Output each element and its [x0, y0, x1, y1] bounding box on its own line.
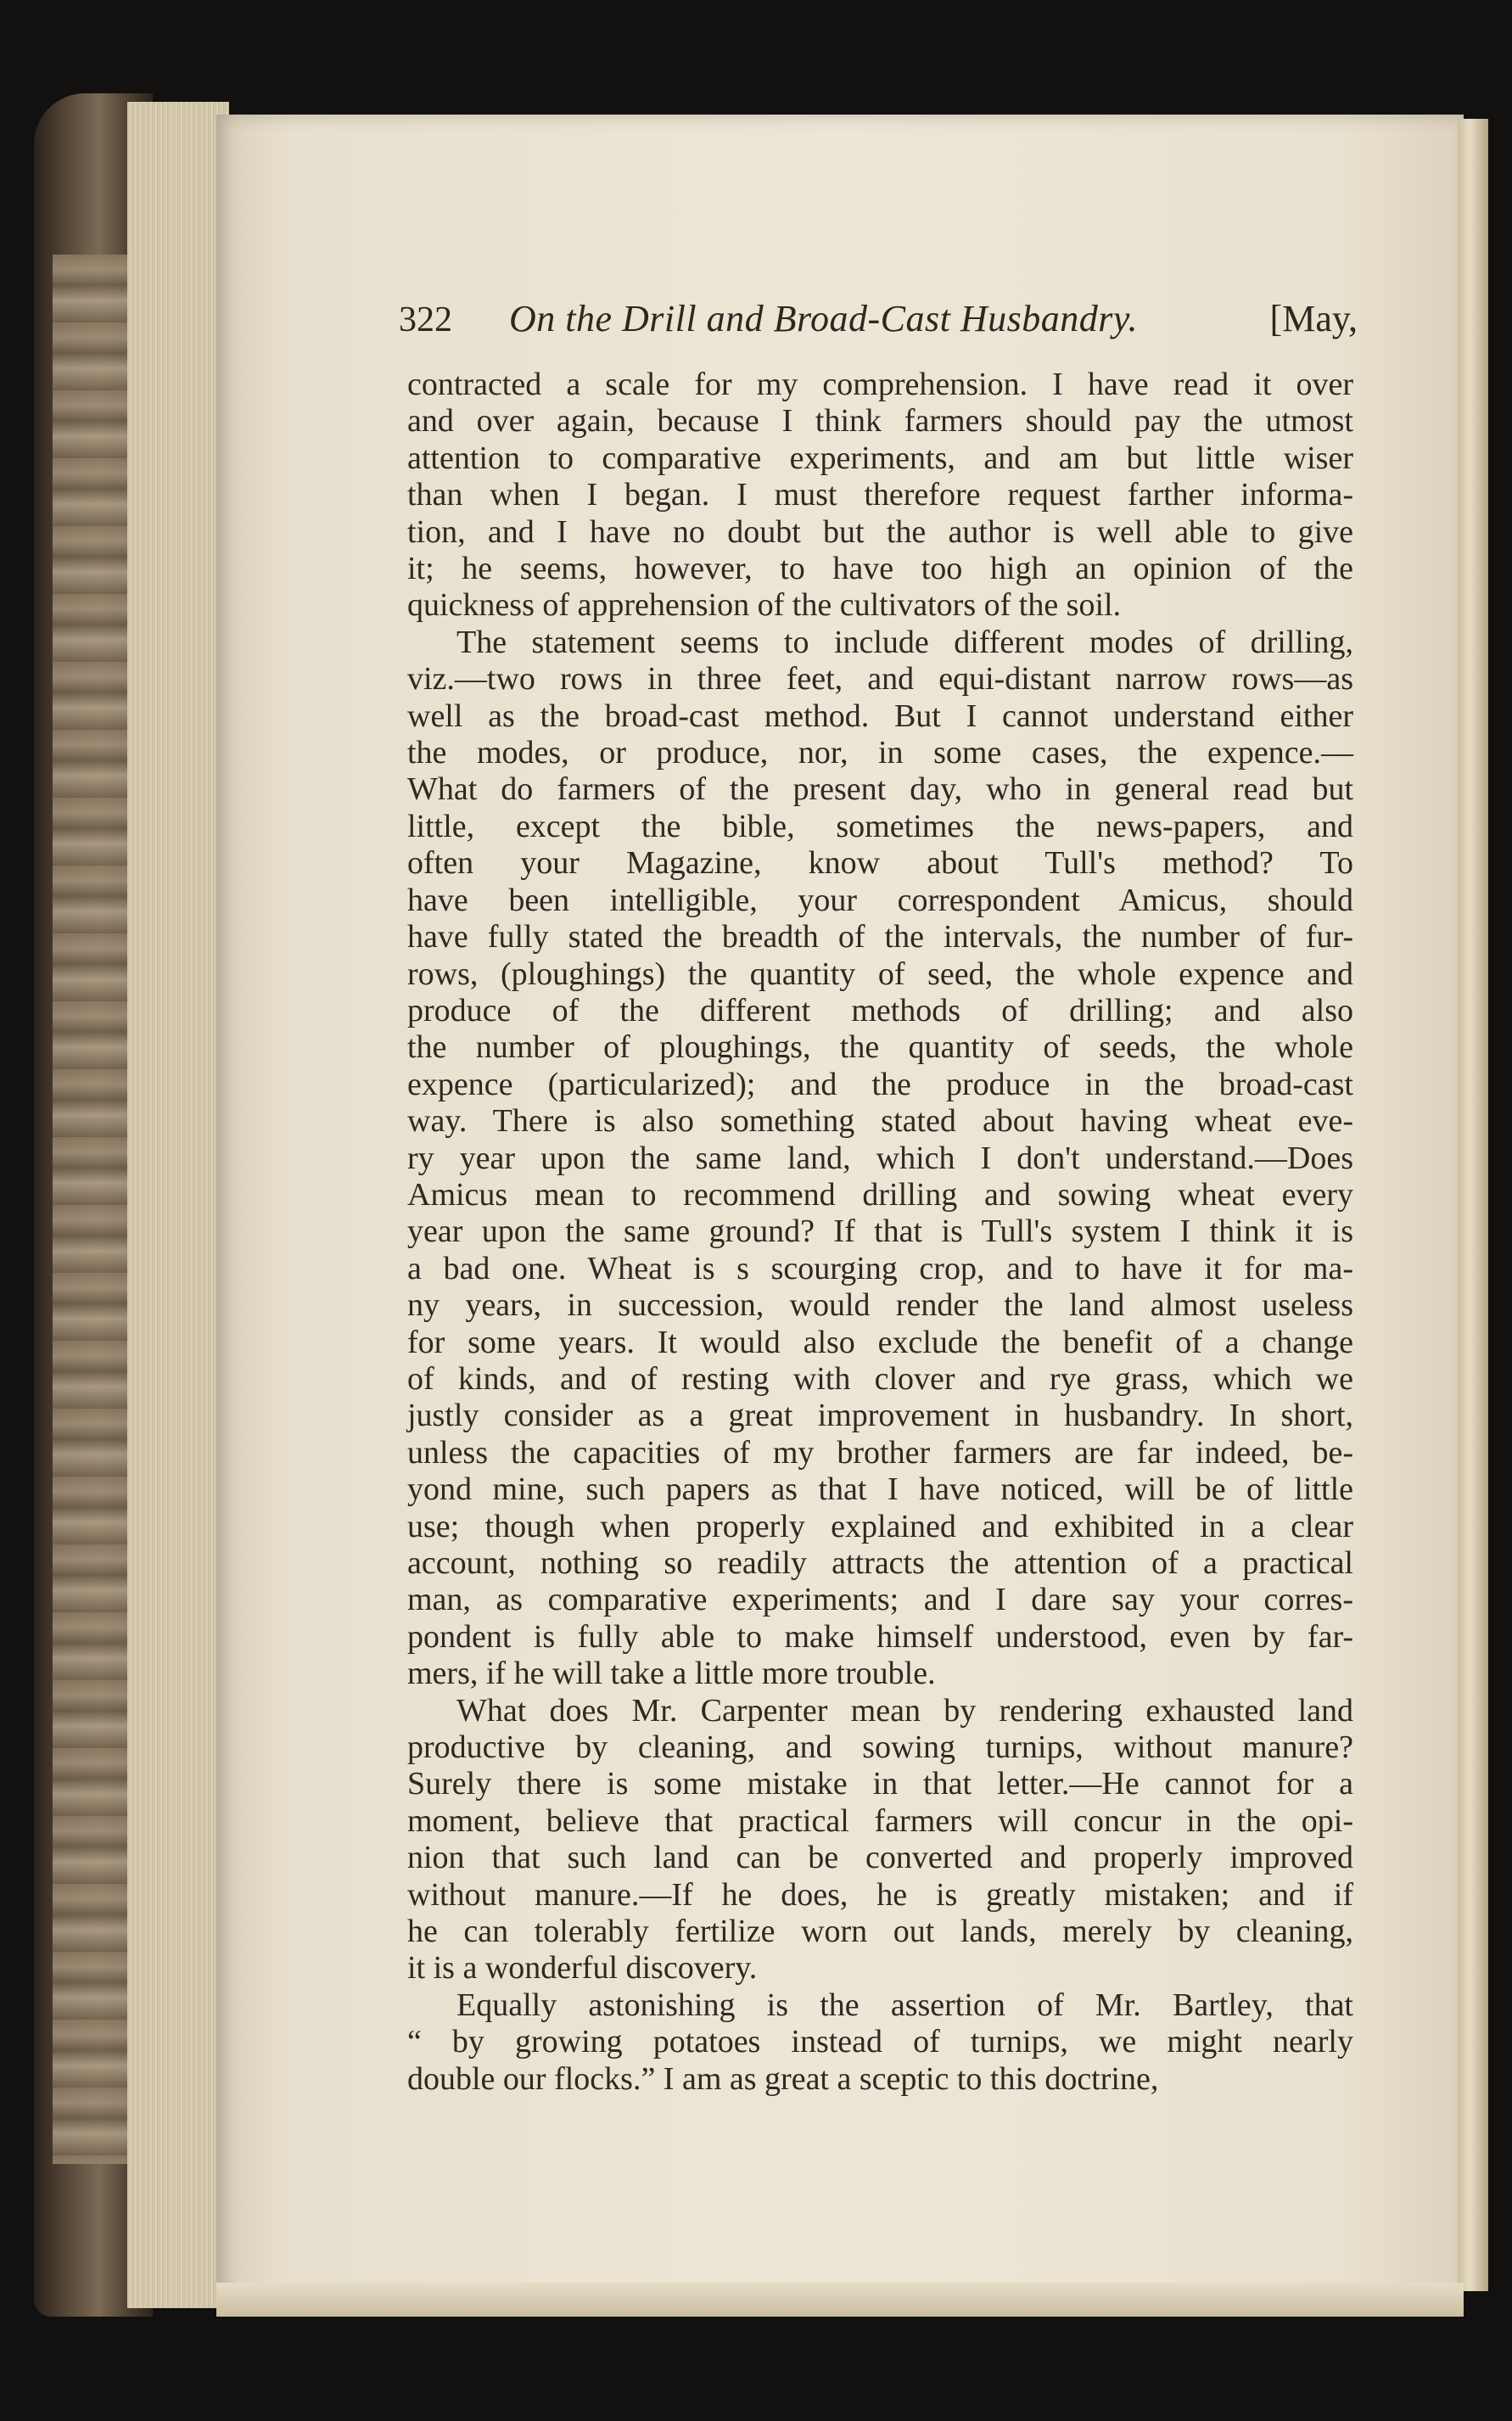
text-line: productive by cleaning, and sowing turnips, without manure?	[407, 1729, 1353, 1766]
text-line: than when I began. I must therefore request farther informa-	[407, 477, 1353, 513]
text-line: yond mine, such papers as that I have noticed, will be of little	[407, 1471, 1353, 1508]
text-line: What does Mr. Carpenter mean by rendering exhausted land	[456, 1692, 1353, 1729]
text-line: ry year upon the same land, which I don't understand.—Does	[407, 1140, 1353, 1176]
text-line: the modes, or produce, nor, in some cases, the expence.—	[407, 735, 1353, 771]
page-bottom-edge	[216, 2283, 1464, 2317]
text-line: Amicus mean to recommend drilling and sowing wheat every	[407, 1176, 1353, 1213]
text-line: for some years. It would also exclude the benefit of a change	[407, 1324, 1353, 1360]
text-line: What do farmers of the present day, who in general read but	[407, 771, 1353, 808]
text-line: a bad one. Wheat is s scourging crop, and to have it for ma-	[407, 1250, 1353, 1286]
text-line: little, except the bible, sometimes the news-papers, and	[407, 808, 1353, 844]
text-line: Equally astonishing is the assertion of Mr. Bartley, that	[456, 1987, 1353, 2023]
text-line: attention to comparative experiments, and am but little wiser	[407, 440, 1353, 476]
paragraph	[407, 367, 1353, 625]
text-line: justly consider as a great improvement in husbandry. In short,	[407, 1398, 1353, 1434]
text-line: year upon the same ground? If that is Tull's system I think it is	[407, 1213, 1353, 1250]
text-line: moment, believe that practical farmers will concur in the opi-	[407, 1802, 1353, 1839]
paragraph	[407, 1693, 1353, 1987]
text-line: “ by growing potatoes instead of turnips, we might nearly	[407, 2024, 1353, 2060]
page-stack	[127, 102, 229, 2308]
text-line: rows, (ploughings) the quantity of seed, the whole expence and	[407, 956, 1353, 992]
text-line: double our flocks.” I am as great a sceptic to this doctrine,	[407, 2060, 1159, 2097]
text-line: he can tolerably fertilize worn out lands, merely by cleaning,	[407, 1914, 1353, 1950]
body-text	[407, 367, 1353, 2098]
text-line: of kinds, and of resting with clover and rye grass, which we	[407, 1360, 1353, 1397]
running-head: On the Drill and Broad-Cast Husbandry.	[509, 298, 1138, 339]
text-line: expence (particularized); and the produce in the broad-cast	[407, 1066, 1353, 1102]
page-number: 322	[399, 300, 452, 339]
text-line: account, nothing so readily attracts the attention of a practical	[407, 1545, 1353, 1581]
text-line: it is a wonderful discovery.	[407, 1950, 758, 1987]
text-line: it; he seems, however, to have too high an opinion of the	[407, 551, 1353, 587]
page-right-edge	[1458, 119, 1488, 2291]
marbled-page-edge	[53, 255, 129, 2164]
text-line: ny years, in succession, would render the land almost useless	[407, 1287, 1353, 1324]
text-line: viz.—two rows in three feet, and equi-distant narrow rows—as	[407, 661, 1353, 698]
text-line: without manure.—If he does, he is greatly mistaken; and if	[407, 1876, 1353, 1913]
text-line: contracted a scale for my comprehension. I have read it over	[407, 367, 1353, 402]
text-line: often your Magazine, know about Tull's method? To	[407, 845, 1353, 882]
text-line: mers, if he will take a little more trouble.	[407, 1656, 936, 1692]
text-line: nion that such land can be converted and properly improved	[407, 1840, 1353, 1876]
paragraph	[407, 1987, 1353, 2098]
page-header	[399, 297, 1358, 348]
text-line: and over again, because I think farmers should pay the utmost	[407, 403, 1353, 440]
text-line: quickness of apprehension of the cultivators of the soil.	[407, 587, 1122, 624]
text-line: pondent is fully able to make himself understood, even by far-	[407, 1618, 1353, 1655]
text-line: tion, and I have no doubt but the author is well able to give	[407, 513, 1353, 550]
text-line: Surely there is some mistake in that letter.—He cannot for a	[407, 1766, 1353, 1802]
text-line: produce of the different methods of drilling; and also	[407, 992, 1353, 1028]
text-line: way. There is also something stated about having wheat eve-	[407, 1103, 1353, 1140]
text-line: have fully stated the breadth of the intervals, the number of fur-	[407, 919, 1353, 956]
text-line: The statement seems to include different modes of drilling,	[456, 624, 1353, 660]
text-line: unless the capacities of my brother farmers are far indeed, be-	[407, 1434, 1353, 1471]
paragraph	[407, 625, 1353, 1693]
text-line: use; though when properly explained and exhibited in a clear	[407, 1508, 1353, 1544]
text-line: the number of ploughings, the quantity of seeds, the whole	[407, 1029, 1353, 1066]
text-line: have been intelligible, your correspondent Amicus, should	[407, 882, 1353, 918]
running-date: [May,	[1269, 298, 1358, 339]
text-line: man, as comparative experiments; and I dare say your corres-	[407, 1582, 1353, 1618]
text-line: well as the broad-cast method. But I cannot understand either	[407, 698, 1353, 734]
